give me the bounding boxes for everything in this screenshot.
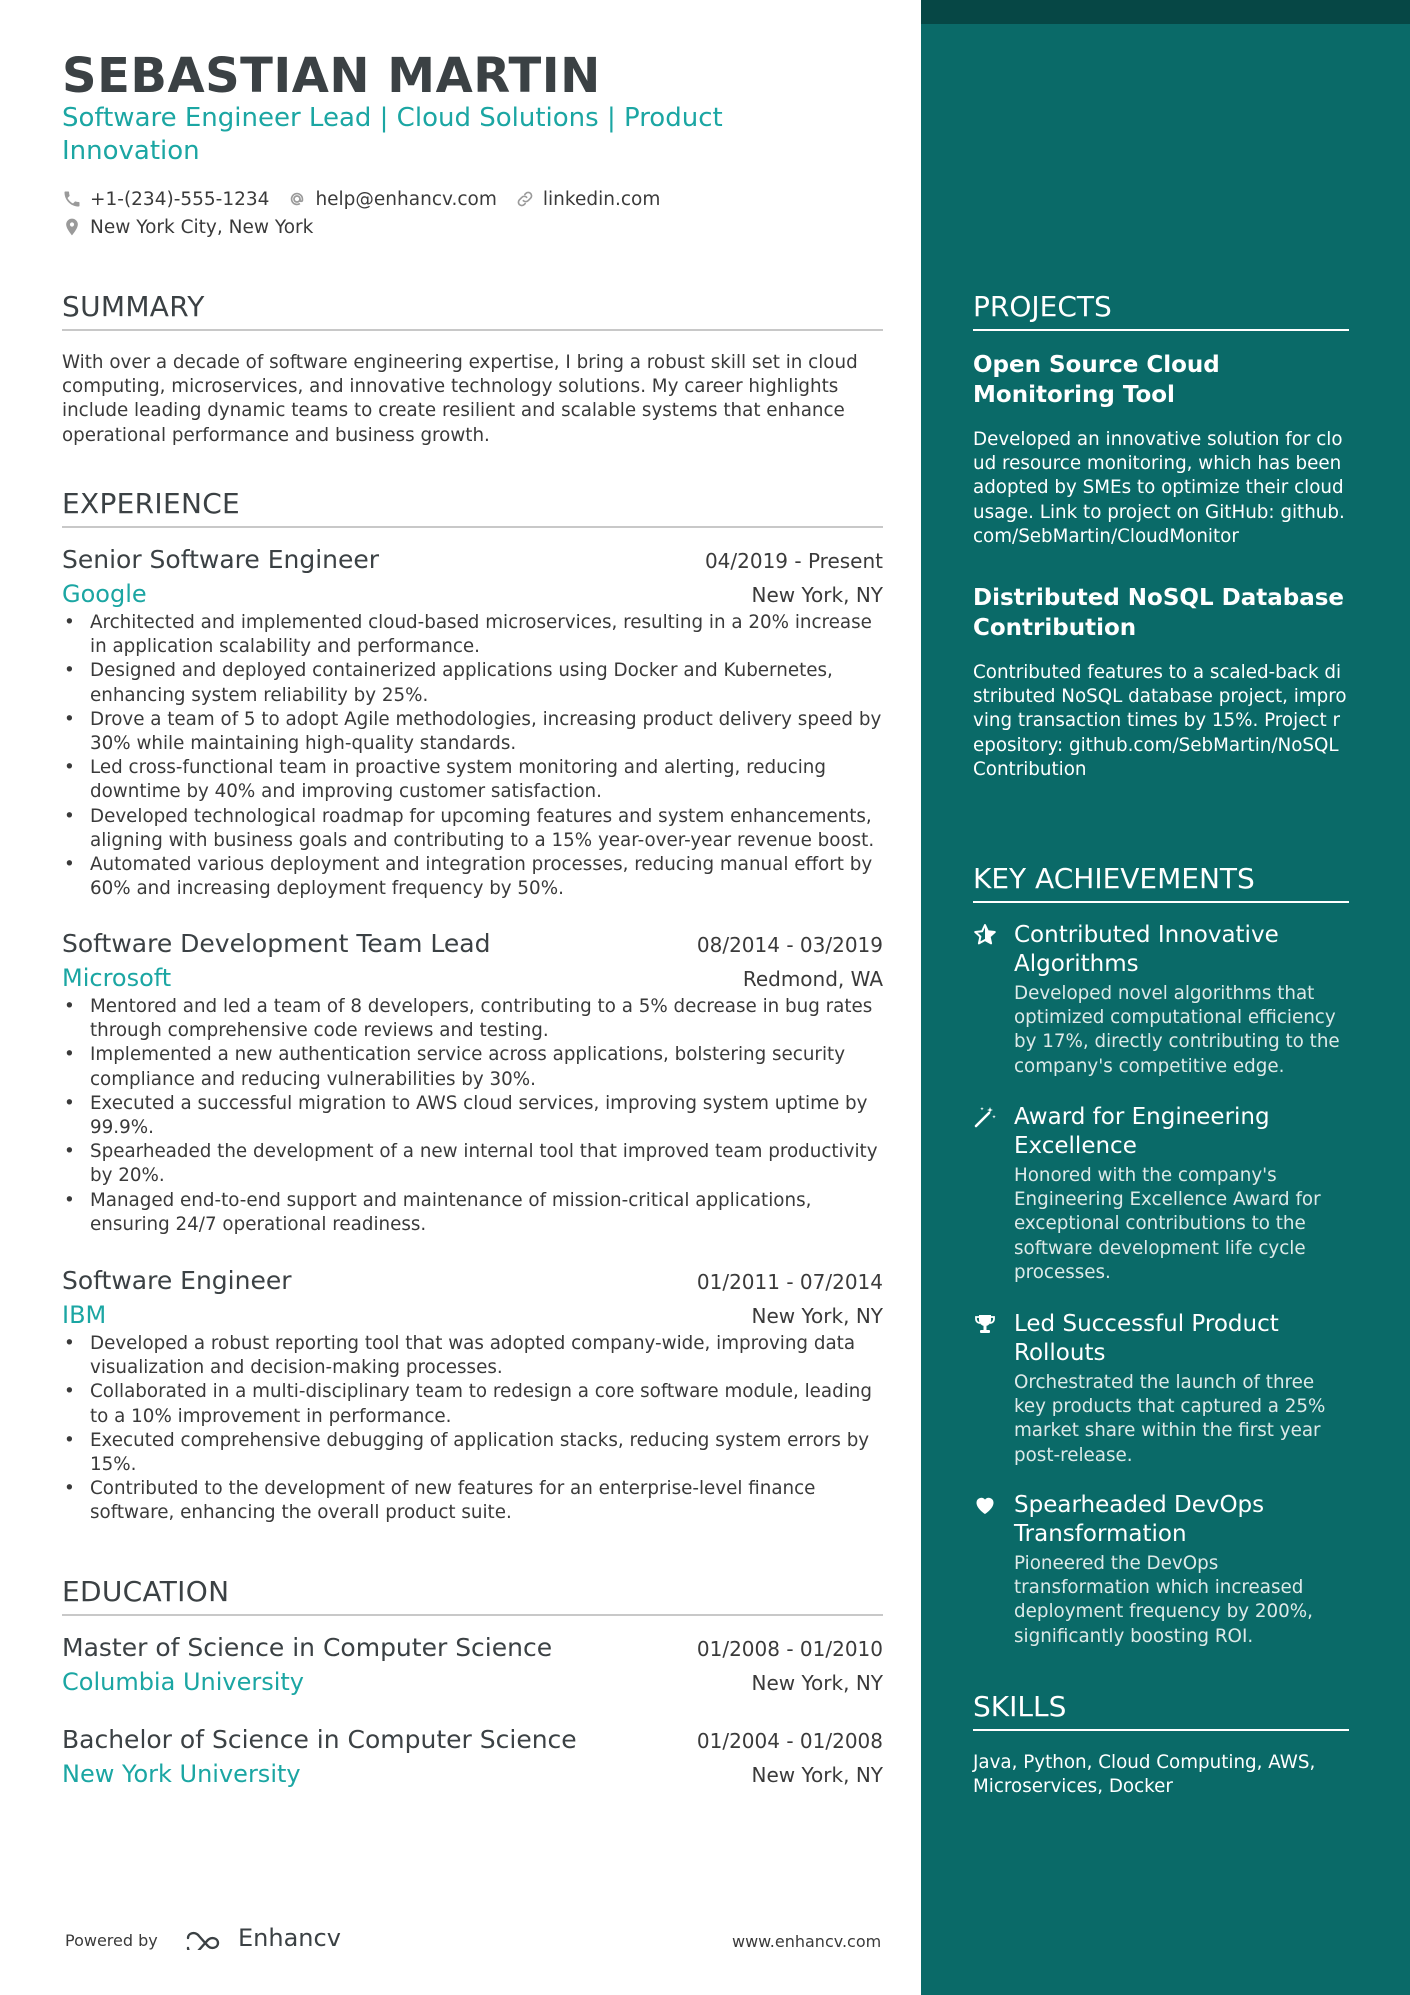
bullet-item: • Architected and implemented cloud-based microservices, resulting in a 20% increase in application scalability and performance. bbox=[62, 611, 883, 659]
experience-heading: EXPERIENCE bbox=[62, 487, 883, 528]
school-name: Columbia University bbox=[62, 1668, 305, 1696]
project-description: Contributed features to a scaled-back distributed NoSQL database project, improving transaction times by 15%. Project repository: github.com/SebMartin/NoSQLContribution bbox=[973, 662, 1347, 780]
phone-contact bbox=[62, 189, 269, 210]
bullet-item: • Executed a successful migration to AWS cloud services, improving system uptime by 99.9%. bbox=[62, 1092, 883, 1140]
school-name: New York University bbox=[62, 1760, 301, 1788]
achievement-item bbox=[973, 1310, 1349, 1468]
bullet-item: • Drove a team of 5 to adopt Agile methodologies, increasing product delivery speed by 30% while maintaining high-quality standards. bbox=[62, 708, 883, 756]
achievement-item bbox=[973, 921, 1349, 1079]
education-dates: 01/2004 - 01/2008 bbox=[696, 1729, 883, 1753]
education-entry bbox=[62, 1725, 883, 1788]
job-location: New York, NY bbox=[751, 583, 883, 607]
project-title: Open Source Cloud Monitoring Tool bbox=[973, 352, 1220, 408]
project-item bbox=[973, 350, 1349, 549]
job-title: Software Development Team Lead bbox=[62, 929, 491, 958]
achievement-description: Developed novel algorithms that optimized computational efficiency by 17%, directly contributing to the company's competitive edge. bbox=[1014, 983, 1340, 1077]
school-location: New York, NY bbox=[751, 1671, 883, 1695]
job-title: Senior Software Engineer bbox=[62, 545, 380, 574]
school-location: New York, NY bbox=[751, 1763, 883, 1787]
summary-heading: SUMMARY bbox=[62, 290, 883, 331]
bullet-item: • Spearheaded the development of a new internal tool that improved team productivity by 20%. bbox=[62, 1140, 883, 1188]
job-entry bbox=[62, 545, 883, 901]
job-dates: 01/2011 - 07/2014 bbox=[696, 1270, 883, 1294]
candidate-name: SEBASTIAN MARTIN bbox=[62, 48, 601, 104]
skills-list: Java, Python, Cloud Computing, AWS, Microservices, Docker bbox=[973, 1752, 1316, 1798]
trophy-icon bbox=[973, 1312, 999, 1338]
sidebar-top-bar bbox=[921, 0, 1410, 24]
company-name: Google bbox=[62, 580, 147, 608]
location-pin-icon bbox=[62, 217, 82, 237]
powered-by-label: Powered by bbox=[65, 1931, 158, 1950]
job-dates: 04/2019 - Present bbox=[704, 549, 883, 573]
achievement-title: Contributed Innovative Algorithms bbox=[1014, 922, 1279, 977]
projects-heading: PROJECTS bbox=[973, 290, 1349, 331]
summary-text: With over a decade of software engineering expertise, I bring a robust skill set in cloud computing, microservices, and innovative technology solutions. My career highlights include leading dynamic teams to create resilient and scalable systems that enhance operational performance and business growth. bbox=[62, 352, 858, 446]
logo-text: Enhancv bbox=[238, 1924, 341, 1952]
job-bullets bbox=[62, 611, 883, 901]
phone-text[interactable]: +1-(234)-555-1234 bbox=[90, 188, 270, 210]
project-description: Developed an innovative solution for cloud resource monitoring, which has been adopted by SMEs to optimize their cloud usage. Link to project on GitHub: github.com/SebMartin/CloudMonitor bbox=[973, 429, 1345, 547]
job-location: Redmond, WA bbox=[742, 967, 883, 991]
enhancv-logo[interactable] bbox=[184, 1924, 341, 1952]
achievement-item bbox=[973, 1491, 1349, 1649]
location-contact bbox=[62, 217, 313, 238]
bullet-item: • Managed end-to-end support and maintenance of mission-critical applications, ensuring 24/7 operational readiness. bbox=[62, 1189, 883, 1237]
company-name: IBM bbox=[62, 1301, 107, 1329]
bullet-item: • Executed comprehensive debugging of application stacks, reducing system errors by 15%. bbox=[62, 1429, 883, 1477]
achievement-item bbox=[973, 1103, 1349, 1285]
achievement-title: Award for Engineering Excellence bbox=[1014, 1104, 1270, 1159]
job-entry bbox=[62, 1266, 883, 1526]
achievement-description: Honored with the company's Engineering Excellence Award for exceptional contributions to the software development life cycle processes. bbox=[1014, 1165, 1321, 1283]
bullet-item: • Mentored and led a team of 8 developers, contributing to a 5% decrease in bug rates through comprehensive code reviews and testing. bbox=[62, 995, 883, 1043]
heart-icon bbox=[973, 1493, 999, 1519]
location-text: New York City, New York bbox=[90, 216, 314, 238]
project-item bbox=[973, 583, 1349, 782]
link-icon bbox=[515, 189, 535, 209]
bullet-item: • Designed and deployed containerized applications using Docker and Kubernetes, enhancing system reliability by 25%. bbox=[62, 659, 883, 707]
achievement-description: Pioneered the DevOps transformation which increased deployment frequency by 200%, significantly boosting ROI. bbox=[1014, 1553, 1313, 1647]
degree-title: Bachelor of Science in Computer Science bbox=[62, 1725, 577, 1754]
job-bullets bbox=[62, 995, 883, 1237]
education-dates: 01/2008 - 01/2010 bbox=[696, 1637, 883, 1661]
bullet-item: • Contributed to the development of new features for an enterprise-level finance software, enhancing the overall product suite. bbox=[62, 1477, 883, 1525]
job-entry bbox=[62, 929, 883, 1237]
bullet-item: • Automated various deployment and integration processes, reducing manual effort by 60% and increasing deployment frequency by 50%. bbox=[62, 853, 883, 901]
bullet-item: • Collaborated in a multi-disciplinary team to redesign a core software module, leading to a 10% improvement in performance. bbox=[62, 1380, 883, 1428]
email-text[interactable]: help@enhancv.com bbox=[315, 188, 497, 210]
candidate-title: Software Engineer Lead | Cloud Solutions | Product Innovation bbox=[62, 103, 723, 166]
job-location: New York, NY bbox=[751, 1304, 883, 1328]
infinity-logo-icon bbox=[184, 1926, 230, 1950]
at-icon bbox=[287, 189, 307, 209]
job-dates: 08/2014 - 03/2019 bbox=[696, 933, 883, 957]
footer-url[interactable]: www.enhancv.com bbox=[732, 1932, 882, 1951]
star-icon bbox=[973, 923, 999, 949]
education-heading: EDUCATION bbox=[62, 1575, 883, 1616]
linkedin-contact bbox=[515, 189, 660, 210]
linkedin-text[interactable]: linkedin.com bbox=[542, 188, 661, 210]
achievement-description: Orchestrated the launch of three key products that captured a 25% market share within the first year post-release. bbox=[1014, 1372, 1326, 1466]
email-contact bbox=[287, 189, 496, 210]
bullet-item: • Implemented a new authentication service across applications, bolstering security compliance and reducing vulnerabilities by 30%. bbox=[62, 1043, 883, 1091]
achievement-title: Spearheaded DevOps Transformation bbox=[1014, 1492, 1265, 1547]
phone-icon bbox=[62, 189, 82, 209]
project-title: Distributed NoSQL Database Contribution bbox=[973, 585, 1345, 641]
skills-heading: SKILLS bbox=[973, 1690, 1349, 1731]
job-title: Software Engineer bbox=[62, 1266, 292, 1295]
magic-wand-icon bbox=[973, 1105, 999, 1131]
job-bullets bbox=[62, 1332, 883, 1526]
company-name: Microsoft bbox=[62, 964, 172, 992]
bullet-item: • Developed technological roadmap for upcoming features and system enhancements, aligning with business goals and contributing to a 15% year-over-year revenue boost. bbox=[62, 805, 883, 853]
degree-title: Master of Science in Computer Science bbox=[62, 1633, 553, 1662]
achievement-title: Led Successful Product Rollouts bbox=[1014, 1311, 1279, 1366]
contact-info bbox=[62, 185, 678, 241]
achievements-heading: KEY ACHIEVEMENTS bbox=[973, 862, 1349, 903]
bullet-item: • Developed a robust reporting tool that was adopted company-wide, improving data visualization and decision-making processes. bbox=[62, 1332, 883, 1380]
bullet-item: • Led cross-functional team in proactive system monitoring and alerting, reducing downtime by 40% and improving customer satisfaction. bbox=[62, 756, 883, 804]
education-entry bbox=[62, 1633, 883, 1696]
